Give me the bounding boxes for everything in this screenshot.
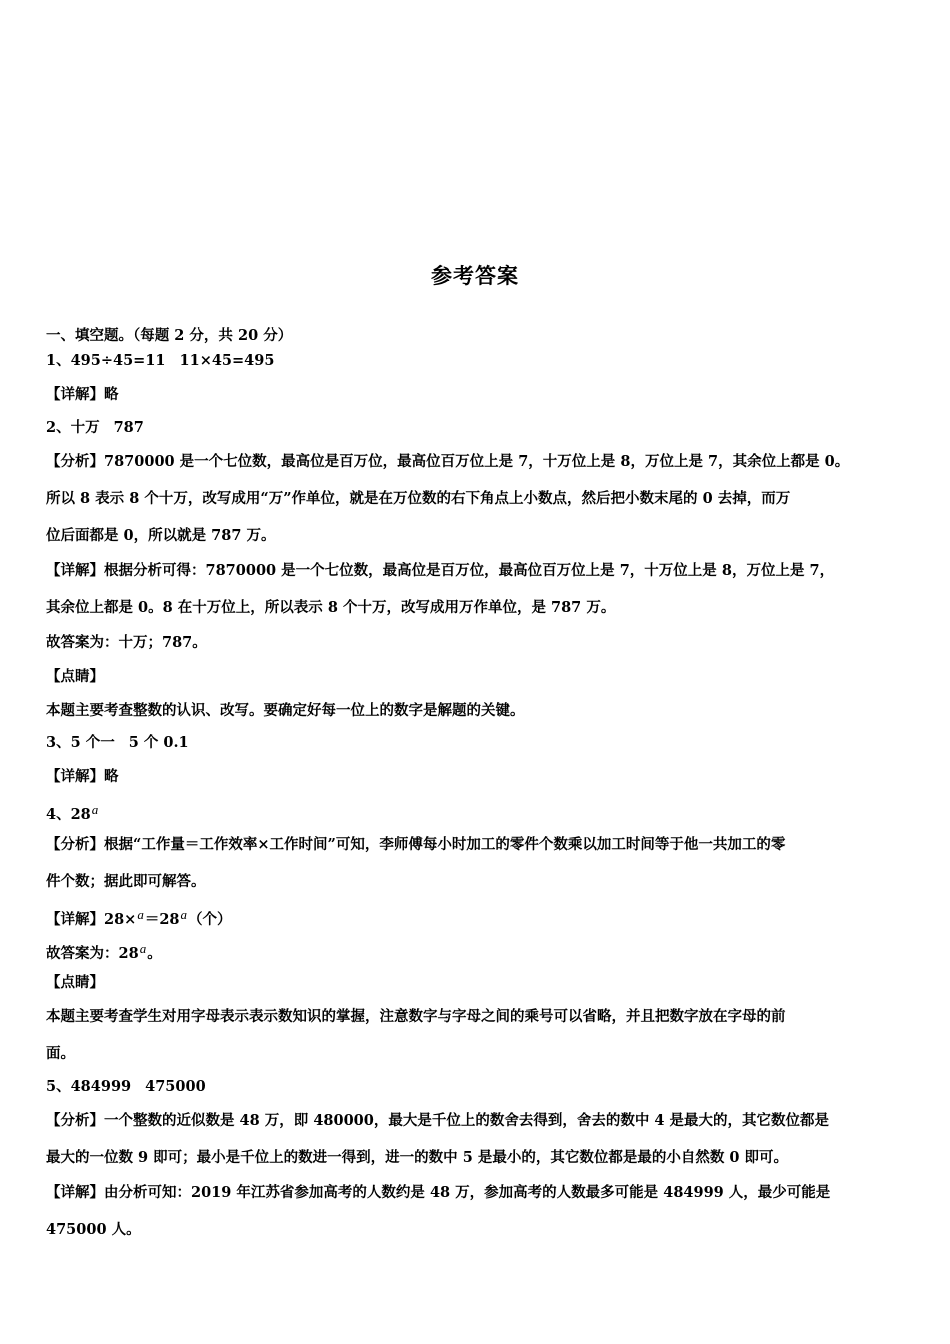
q4-answer: [46, 800, 99, 825]
q4-conclusion-a: 故答案为：28: [46, 945, 139, 962]
q3-answer-a: 3、5 个一: [46, 734, 115, 751]
q5-detail-line: 475000 人。: [46, 1221, 141, 1238]
q2-note-label: 【点睛】: [46, 668, 104, 685]
q2-note: 本题主要考查整数的认识、改写。要确定好每一位上的数字是解题的关键。: [46, 702, 525, 719]
q4-note-line: 本题主要考查学生对用字母表示表示数知识的掌握，注意数字与字母之间的乘号可以省略，并且把数字放在字母的前: [46, 1008, 786, 1025]
q1-answer-a: 1、495÷45=11: [46, 352, 166, 369]
q2-analysis-line: 【分析】7870000 是一个七位数，最高位是百万位，最高位百万位上是 7，十万位上是 8，万位上是 7，其余位上都是 0。: [46, 453, 850, 470]
variable-a: a: [180, 907, 188, 922]
q4-analysis-line: 【分析】根据“工作量＝工作效率×工作时间”可知，李师傅每小时加工的零件个数乘以加工时间等于他一共加工的零: [46, 836, 786, 853]
q5-answer-a: 5、484999: [46, 1078, 132, 1095]
q2-answer-a: 2、十万: [46, 419, 100, 436]
q5-detail-line: 【详解】由分析可知：2019 年江苏省参加高考的人数约是 48 万，参加高考的人数最多可能是 484999 人，最少可能是: [46, 1184, 831, 1201]
q5-analysis-line: 最大的一位数 9 即可；最小是千位上的数进一得到，进一的数中 5 是最小的，其它数位都是最的小自然数 0 即可。: [46, 1149, 789, 1166]
q2-analysis-line: 所以 8 表示 8 个十万，改写成用“万”作单位，就是在万位数的右下角点上小数点，然后把小数末尾的 0 去掉，而万: [46, 490, 791, 507]
q2-detail-line: 【详解】根据分析可得：7870000 是一个七位数，最高位是百万位，最高位百万位上是 7，十万位上是 8，万位上是 7，: [46, 562, 835, 579]
section-heading: 一、填空题。（每题 2 分，共 20 分）: [46, 327, 293, 344]
q4-detail: [46, 905, 232, 930]
q4-detail-b: ＝28: [144, 911, 180, 928]
q2-answer-b: 787: [113, 419, 144, 436]
q1-detail: 【详解】略: [46, 386, 119, 403]
q5-analysis-line: 【分析】一个整数的近似数是 48 万，即 480000，最大是千位上的数舍去得到，舍去的数中 4 是最大的，其它数位都是: [46, 1112, 830, 1129]
q4-detail-c: （个）: [188, 911, 232, 928]
q1-answer-b: 11×45=495: [179, 352, 275, 369]
variable-a: a: [139, 941, 147, 956]
q2-answer: [46, 418, 144, 438]
q4-note-label: 【点睛】: [46, 974, 104, 991]
q2-detail-line: 其余位上都是 0。8 在十万位上，所以表示 8 个十万，改写成用万作单位，是 787 万。: [46, 599, 616, 616]
q2-conclusion: 故答案为：十万；787。: [46, 634, 207, 651]
q4-note-line: 面。: [46, 1045, 75, 1062]
q4-answer-prefix: 4、28: [46, 806, 91, 823]
variable-a: a: [137, 907, 144, 922]
q3-answer-b: 5 个 0.1: [128, 734, 189, 751]
q4-conclusion-b: 。: [147, 945, 162, 962]
page-title: 参考答案: [431, 263, 519, 288]
q5-answer: [46, 1077, 206, 1097]
q4-detail-a: 【详解】28×: [46, 911, 137, 928]
q3-detail: 【详解】略: [46, 768, 119, 785]
q4-conclusion: [46, 939, 162, 964]
q5-answer-b: 475000: [145, 1078, 206, 1095]
q3-answer: [46, 733, 189, 753]
q4-analysis-line: 件个数；据此即可解答。: [46, 873, 206, 890]
q2-analysis-line: 位后面都是 0，所以就是 787 万。: [46, 527, 276, 544]
variable-a: a: [91, 802, 99, 817]
q1-answer: [46, 351, 274, 371]
